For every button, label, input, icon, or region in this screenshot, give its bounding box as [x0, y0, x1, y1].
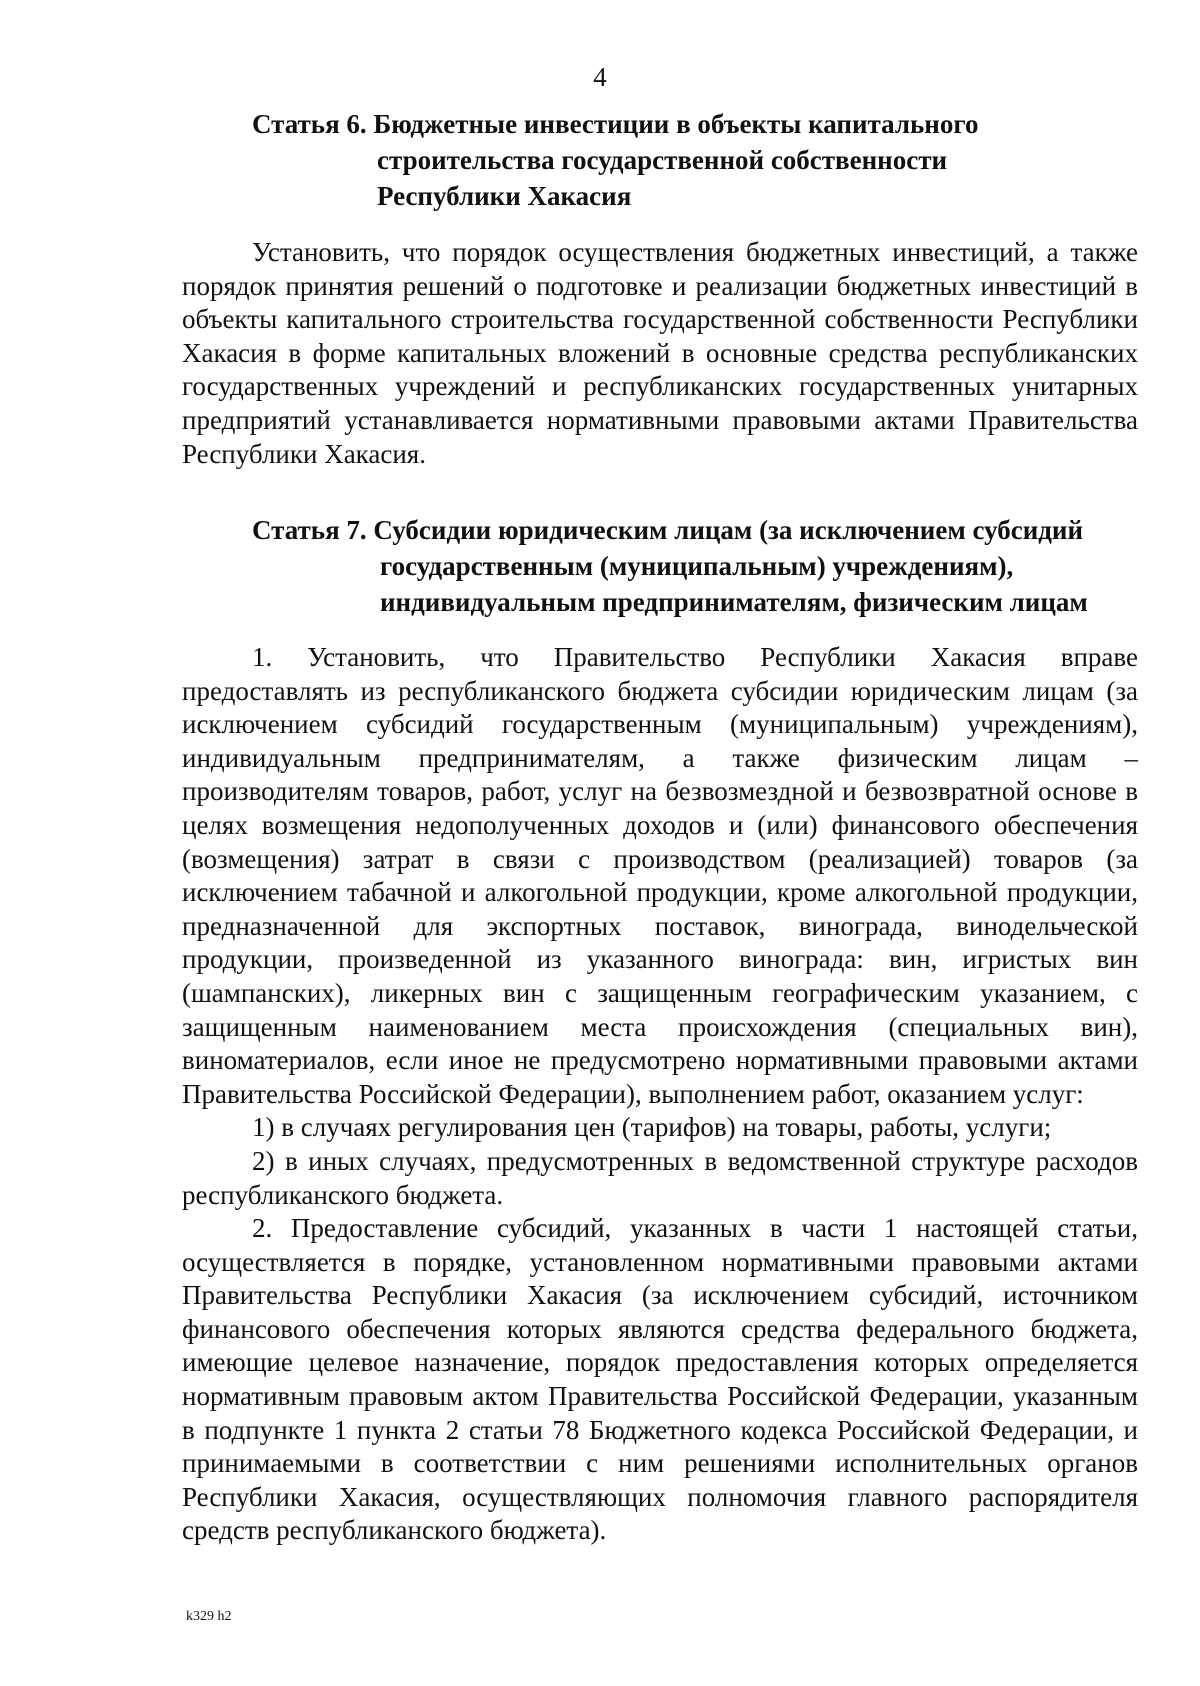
- article-7-list-item-1: 1) в случаях регулирования цен (тарифов) на товары, работы, услуги;: [252, 1112, 1052, 1143]
- article-6-body: [182, 236, 1138, 471]
- page-number: 4: [593, 62, 607, 92]
- article-7-heading-line-1: Статья 7. Субсидии юридическим лицам (за исключением субсидий: [252, 515, 1084, 545]
- article-6-heading-line-1: Статья 6. Бюджетные инвестиции в объекты капитального: [252, 109, 979, 139]
- article-7-list-item-2: 2) в иных случаях, предусмотренных в ведомственной структуре расходов республиканского бюджета.: [182, 1145, 1138, 1210]
- article-6-heading-line-3: Республики Хакасия: [377, 181, 632, 211]
- article-7-body: [182, 641, 1138, 1548]
- article-7-heading: [252, 512, 1088, 620]
- article-7-heading-line-3: индивидуальным предпринимателям, физическим лицам: [380, 587, 1088, 617]
- article-6-paragraph: Установить, что порядок осуществления бюджетных инвестиций, а также порядок принятия решений о подготовке и реализации бюджетных инвестиций в объекты капитального строительства государственной собственности Республики Хакасия в форме капитальных вложений в основные средства республиканских государственных учреждений и республиканских государственных унитарных предприятий устанавливается нормативными правовыми актами Правительства Республики Хакасия.: [182, 237, 1138, 469]
- article-7-paragraph-part-1: 1. Установить, что Правительство Республики Хакасия вправе предоставлять из республиканского бюджета субсидии юридическим лицам (за исключением субсидий государственным (муниципальным) учреждениям), индивидуальным предпринимателям, а также физическим лицам – производителям товаров, работ, услуг на безвозмездной и безвозвратной основе в целях возмещения недополученных доходов и (или) финансового обеспечения (возмещения) затрат в связи с производством (реализацией) товаров (за исключением табачной и алкогольной продукции, кроме алкогольной продукции, предназначенной для экспортных поставок, винограда, винодельческой продукции, произведенной из указанного винограда: вин, игристых вин (шампанских), ликерных вин с защищенным географическим указанием, с защищенным наименованием места происхождения (специальных вин), виноматериалов, если иное не предусмотрено нормативными правовыми актами Правительства Российской Федерации), выполнением работ, оказанием услуг:: [182, 642, 1138, 1109]
- article-7-heading-line-2: государственным (муниципальным) учреждениям),: [380, 551, 1014, 581]
- article-6-heading-line-2: строительства государственной собственности: [377, 145, 948, 175]
- document-code: k329 h2: [186, 1609, 232, 1624]
- article-6-heading: [252, 106, 978, 214]
- article-7-paragraph-part-2: 2. Предоставление субсидий, указанных в части 1 настоящей статьи, осуществляется в порядке, установленном нормативными правовыми актами Правительства Республики Хакасия (за исключением субсидий, источником финансового обеспечения которых являются средства федерального бюджета, имеющие целевое назначение, порядок предоставления которых определяется нормативным правовым актом Правительства Российской Федерации, указанным в подпункте 1 пункта 2 статьи 78 Бюджетного кодекса Российской Федерации, и принимаемыми в соответствии с ним решениями исполнительных органов Республики Хакасия, осуществляющих полномочия главного распорядителя средств республиканского бюджета).: [182, 1213, 1138, 1546]
